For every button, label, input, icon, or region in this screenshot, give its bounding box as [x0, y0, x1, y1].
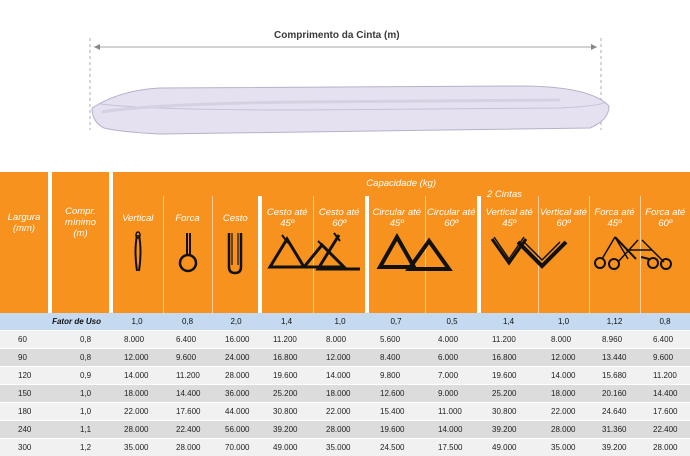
capacity-cell: 13.440 [589, 349, 640, 367]
col-label: Forca até 60º [641, 196, 690, 229]
min-length-cell: 0,8 [50, 331, 111, 349]
capacity-cell: 39.200 [479, 421, 538, 439]
capacity-cell: 8.000 [111, 331, 163, 349]
capacity-cell: 28.000 [111, 421, 163, 439]
min-length-cell: 1,0 [50, 385, 111, 403]
capacity-cell: 22.000 [111, 403, 163, 421]
col-label: Vertical [113, 196, 163, 229]
min-length-cell: 1,2 [50, 439, 111, 456]
length-label: Comprimento da Cinta (m) [274, 30, 400, 41]
capacity-cell: 17.600 [640, 403, 690, 421]
col-vertical [111, 196, 163, 313]
capacity-cell: 19.600 [479, 367, 538, 385]
capacity-cell: 16.000 [212, 331, 260, 349]
col-label: Forca até 45º [590, 196, 640, 229]
min-length-cell: 1,0 [50, 403, 111, 421]
capacity-cell: 9.600 [163, 349, 212, 367]
capacity-cell: 6.000 [425, 349, 479, 367]
width-cell: 120 [0, 367, 50, 385]
capacity-cell: 11.200 [640, 367, 690, 385]
basket-angle-icon [274, 237, 378, 273]
capacity-cell: 18.000 [313, 385, 367, 403]
capacity-cell: 12.600 [367, 385, 425, 403]
fator-value: 0,8 [640, 313, 690, 331]
capacity-cell: 9.800 [367, 367, 425, 385]
capacity-cell: 9.600 [640, 349, 690, 367]
capacity-cell: 4.000 [425, 331, 479, 349]
col-width-header [0, 172, 50, 313]
capacity-cell: 24.640 [589, 403, 640, 421]
capacity-cell: 11.200 [479, 331, 538, 349]
col-label: Forca [164, 196, 212, 229]
capacity-header [111, 172, 690, 196]
fator-value: 1,0 [538, 313, 589, 331]
capacity-cell: 9.000 [425, 385, 479, 403]
col-label: Cesto até 60º [314, 196, 366, 229]
capacity-cell: 8.000 [538, 331, 589, 349]
capacity-cell: 70.000 [212, 439, 260, 456]
capacity-cell: 8.000 [313, 331, 367, 349]
col-length-label: Compr. mínimo (m) [59, 206, 103, 239]
capacity-cell: 12.000 [538, 349, 589, 367]
col-label: Vertical até 60º [539, 196, 589, 229]
choker-sling-icon [168, 229, 208, 275]
table-row [0, 331, 690, 349]
fator-row [0, 313, 690, 331]
fator-label: Fator de Uso [0, 313, 111, 331]
capacity-cell: 25.200 [260, 385, 313, 403]
capacity-cell: 25.200 [479, 385, 538, 403]
width-cell: 240 [0, 421, 50, 439]
capacity-cell: 30.800 [479, 403, 538, 421]
round-sling-drawing [0, 0, 690, 170]
capacity-cell: 11.000 [425, 403, 479, 421]
capacity-table [0, 172, 690, 456]
fator-value: 0,8 [163, 313, 212, 331]
capacity-rows [0, 331, 690, 456]
capacity-cell: 28.000 [212, 367, 260, 385]
capacity-cell: 22.000 [538, 403, 589, 421]
capacity-cell: 22.400 [163, 421, 212, 439]
capacity-label: Capacidade (kg) [366, 178, 436, 189]
table-row [0, 367, 690, 385]
capacity-cell: 49.000 [260, 439, 313, 456]
capacity-cell: 39.200 [260, 421, 313, 439]
fator-value: 1,0 [313, 313, 367, 331]
width-cell: 300 [0, 439, 50, 456]
two-choker-sling-icon [600, 234, 690, 274]
capacity-cell: 28.000 [313, 421, 367, 439]
capacity-cell: 15.400 [367, 403, 425, 421]
col-basket [212, 196, 260, 313]
col-label: Vertical até 45º [481, 196, 538, 229]
fator-value: 1,12 [589, 313, 640, 331]
dimension-arrow-left [94, 44, 100, 50]
capacity-cell: 15.680 [589, 367, 640, 385]
capacity-cell: 35.000 [313, 439, 367, 456]
width-cell: 90 [0, 349, 50, 367]
table-row [0, 385, 690, 403]
table-row [0, 403, 690, 421]
sling-diagram [0, 0, 690, 170]
capacity-cell: 17.600 [163, 403, 212, 421]
two-vertical-sling-icon [490, 236, 600, 270]
width-cell: 180 [0, 403, 50, 421]
col-label: Cesto até 45º [262, 196, 313, 229]
vertical-sling-icon [118, 229, 158, 275]
capacity-cell: 28.000 [538, 421, 589, 439]
capacity-cell: 16.800 [260, 349, 313, 367]
capacity-cell: 16.800 [479, 349, 538, 367]
capacity-cell: 35.000 [538, 439, 589, 456]
capacity-cell: 17.500 [425, 439, 479, 456]
header-row-1 [0, 172, 690, 196]
col-length-header [50, 172, 111, 313]
capacity-cell: 8.400 [367, 349, 425, 367]
capacity-cell: 28.000 [163, 439, 212, 456]
col-label: Circular até 45º [369, 196, 425, 229]
table-row [0, 439, 690, 456]
min-length-cell: 0,8 [50, 349, 111, 367]
capacity-cell: 19.600 [367, 421, 425, 439]
capacity-cell: 12.000 [111, 349, 163, 367]
capacity-cell: 6.400 [163, 331, 212, 349]
col-width-label: Largura (mm) [4, 212, 44, 234]
capacity-cell: 18.000 [111, 385, 163, 403]
fator-value: 1,4 [260, 313, 313, 331]
capacity-cell: 24.000 [212, 349, 260, 367]
fator-value: 2,0 [212, 313, 260, 331]
capacity-cell: 14.400 [640, 385, 690, 403]
capacity-cell: 19.600 [260, 367, 313, 385]
min-length-cell: 1,1 [50, 421, 111, 439]
capacity-cell: 22.400 [640, 421, 690, 439]
table-row [0, 349, 690, 367]
capacity-cell: 14.400 [163, 385, 212, 403]
capacity-cell: 12.000 [313, 349, 367, 367]
capacity-cell: 24.500 [367, 439, 425, 456]
fator-value: 1,0 [111, 313, 163, 331]
capacity-cell: 28.000 [640, 439, 690, 456]
capacity-cell: 14.000 [425, 421, 479, 439]
capacity-cell: 5.600 [367, 331, 425, 349]
col-label: Circular até 60º [426, 196, 478, 229]
capacity-cell: 20.160 [589, 385, 640, 403]
min-length-cell: 0,9 [50, 367, 111, 385]
col-label: Cesto [213, 196, 259, 229]
basket-sling-icon [215, 229, 255, 275]
table-row [0, 421, 690, 439]
capacity-cell: 49.000 [479, 439, 538, 456]
capacity-cell: 39.200 [589, 439, 640, 456]
two-slings-label: 2 Cintas [487, 189, 522, 200]
capacity-cell: 11.200 [260, 331, 313, 349]
capacity-cell: 56.000 [212, 421, 260, 439]
fator-value: 0,5 [425, 313, 479, 331]
capacity-cell: 22.000 [313, 403, 367, 421]
circular-triangle-icon [377, 235, 481, 275]
capacity-cell: 7.000 [425, 367, 479, 385]
capacity-cell: 8.960 [589, 331, 640, 349]
capacity-cell: 14.000 [538, 367, 589, 385]
capacity-cell: 11.200 [163, 367, 212, 385]
width-cell: 60 [0, 331, 50, 349]
col-choker [163, 196, 212, 313]
fator-value: 0,7 [367, 313, 425, 331]
capacity-cell: 30.800 [260, 403, 313, 421]
capacity-cell: 18.000 [538, 385, 589, 403]
capacity-cell: 31.360 [589, 421, 640, 439]
capacity-cell: 35.000 [111, 439, 163, 456]
capacity-cell: 36.000 [212, 385, 260, 403]
capacity-cell: 6.400 [640, 331, 690, 349]
capacity-cell: 14.000 [313, 367, 367, 385]
fator-value: 1,4 [479, 313, 538, 331]
dimension-arrow-right [591, 44, 597, 50]
capacity-cell: 44.000 [212, 403, 260, 421]
width-cell: 150 [0, 385, 50, 403]
capacity-cell: 14.000 [111, 367, 163, 385]
